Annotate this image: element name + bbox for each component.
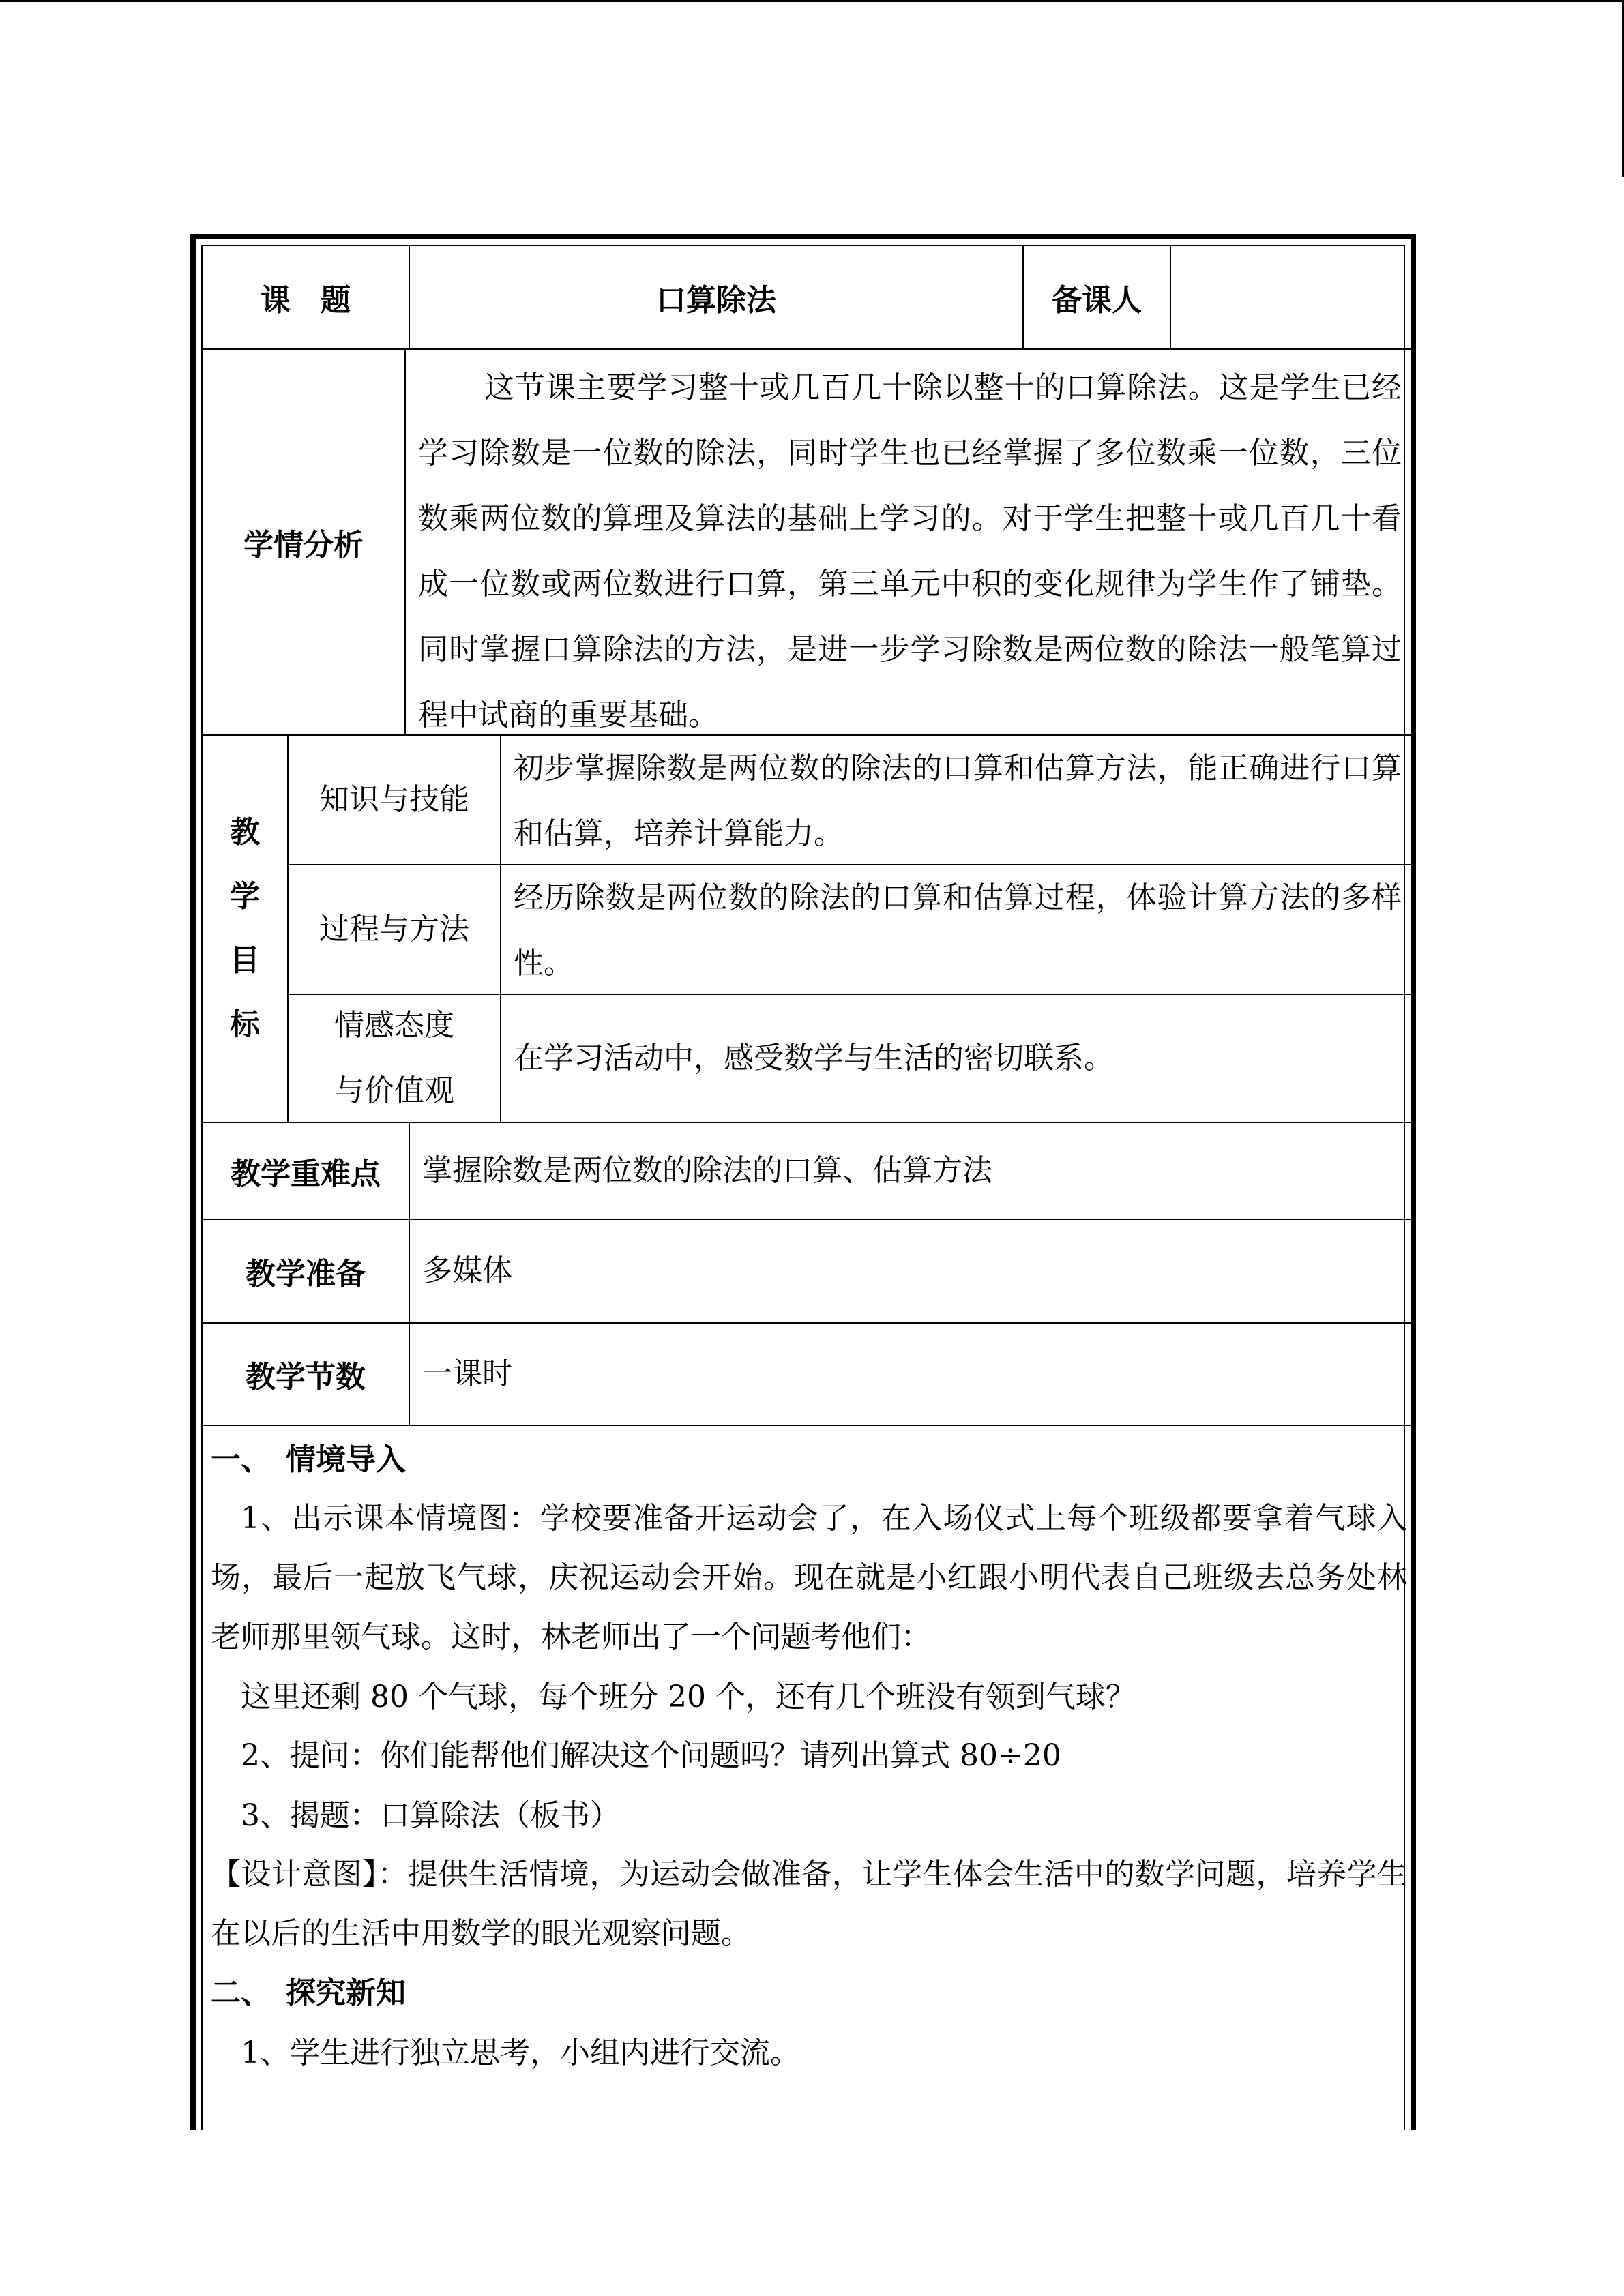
key-points-value: 掌握除数是两位数的除法的口算、估算方法: [409, 1122, 1415, 1219]
objective-knowledge-text: 初步掌握除数是两位数的除法的口算和估算方法，能正确进行口算和估算，培养计算能力。: [500, 734, 1415, 864]
section-1-item-1: 1、出示课本情境图：学校要准备开运动会了，在入场仪式上每个班级都要拿着气球入场，最后一起放飞气球，庆祝运动会开始。现在就是小红跟小明代表自己班级去总务处林老师那里领气球。这时，林老师出了一个问题考他们：: [211, 1501, 1407, 1654]
periods-value: 一课时: [409, 1322, 1415, 1425]
objectives-label-char-3: 目: [230, 943, 260, 978]
lesson-plan-table-inner: [201, 245, 1405, 2130]
objective-process-label: 过程与方法: [287, 864, 500, 994]
section-1-title: 一、 情境导入: [211, 1442, 406, 1477]
page-top-border: [0, 0, 1624, 2]
periods-label: 教学节数: [203, 1322, 409, 1425]
teaching-process: [203, 1425, 1415, 2141]
objective-process-text: 经历除数是两位数的除法的口算和估算过程，体验计算方法的多样性。: [500, 864, 1415, 994]
section-2-item-1: 1、学生进行独立思考，小组内进行交流。: [241, 2036, 800, 2070]
lesson-plan-table: [190, 234, 1416, 2130]
section-1-item-3: 2、提问：你们能帮他们解决这个问题吗？请列出算式 80÷20: [241, 1738, 1061, 1773]
objective-attitude-text: 在学习活动中，感受数学与生活的密切联系。: [500, 994, 1415, 1122]
analysis-text: [404, 348, 1415, 734]
design-intent: 【设计意图】：提供生活情境，为运动会做准备，让学生体会生活中的数学问题，培养学生在以后的生活中用数学的眼光观察问题。: [211, 1857, 1407, 1951]
key-points-label: 教学重难点: [203, 1122, 409, 1219]
topic-label: 课 题: [261, 283, 351, 318]
objective-knowledge-label: 知识与技能: [287, 734, 500, 864]
preparer-value: [1170, 246, 1415, 348]
objectives-label-char-1: 教: [230, 815, 260, 850]
objectives-label-char-2: 学: [230, 879, 260, 914]
section-1-item-2: 这里还剩 80 个气球，每个班分 20 个，还有几个班没有领到气球？: [241, 1680, 1136, 1714]
section-1-item-4: 3、揭题：口算除法（板书）: [241, 1798, 620, 1833]
analysis-label: 学情分析: [203, 348, 404, 734]
objectives-label: [203, 734, 287, 1122]
objective-attitude-label: 情感态度与价值观: [287, 994, 500, 1122]
section-2-title: 二、 探究新知: [211, 1976, 406, 2010]
preparer-label: 备课人: [1022, 246, 1170, 348]
topic-value: 口算除法: [409, 246, 1022, 348]
objectives-label-char-4: 标: [230, 1007, 260, 1042]
analysis-paragraph: 这节课主要学习整十或几百几十除以整十的口算除法。这是学生已经学习除数是一位数的除法，同时学生也已经掌握了多位数乘一位数，三位数乘两位数的算理及算法的基础上学习的。对于学生把整十或几百几十看成一位数或两位数进行口算，第三单元中积的变化规律为学生作了铺垫。同时掌握口算除法的方法，是进一步学习除数是两位数的除法一般笔算过程中试商的重要基础。: [418, 370, 1402, 732]
preparation-label: 教学准备: [203, 1219, 409, 1322]
preparation-value: 多媒体: [409, 1219, 1415, 1322]
